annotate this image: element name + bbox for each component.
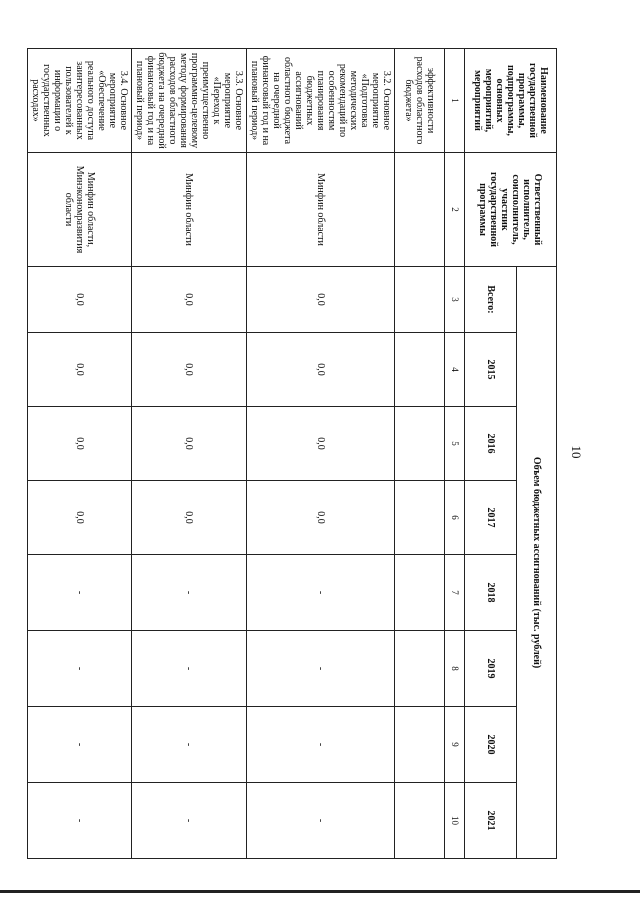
row-value: -: [28, 555, 132, 631]
row-name: эффективности расходов областного бюджета»: [395, 49, 445, 153]
header-year: 2019: [465, 631, 517, 707]
row-value: [395, 407, 445, 481]
row-executor: Минфин области: [247, 153, 395, 267]
row-name: 3.4. Основное мероприятие «Обеспечение реального доступа заинтересованных пользователей к информации о государственных расходах»: [28, 49, 132, 153]
column-number: 6: [445, 481, 465, 555]
header-total: Всего:: [465, 267, 517, 333]
row-value: 0,0: [247, 267, 395, 333]
row-value: 0,0: [132, 407, 247, 481]
row-value: [395, 481, 445, 555]
column-number: 5: [445, 407, 465, 481]
row-value: -: [132, 707, 247, 783]
row-value: -: [132, 555, 247, 631]
row-value: [395, 783, 445, 859]
row-value: 0,0: [28, 481, 132, 555]
row-value: -: [28, 631, 132, 707]
row-value: [395, 555, 445, 631]
row-name: 3.3. Основное мероприятие «Переход к преимущественно программно-целевому методу формирования расходов областного бюджета на очередной финансовый год и на плановый период»: [132, 49, 247, 153]
column-number: 4: [445, 333, 465, 407]
header-executor: Ответственный исполнитель, соисполнитель, участник государственной программы: [465, 153, 557, 267]
page-bottom-rule: [0, 890, 640, 893]
header-year: 2016: [465, 407, 517, 481]
row-value: 0,0: [247, 333, 395, 407]
row-value: -: [247, 631, 395, 707]
row-executor: [395, 153, 445, 267]
column-number: 2: [445, 153, 465, 267]
header-name: Наименование государственной программы, подпрограммы, основных мероприятий, мероприятий: [465, 49, 557, 153]
row-value: 0,0: [247, 481, 395, 555]
header-year: 2017: [465, 481, 517, 555]
row-name: 3.2. Основное мероприятие «Подготовка методических рекомендаций по особенностям планирования бюджетных ассигнований областного бюджета на очередной финансовый год и на плановый период»: [247, 49, 395, 153]
row-value: 0,0: [28, 407, 132, 481]
row-value: -: [28, 783, 132, 859]
rotated-table-wrapper: [30, 48, 557, 858]
column-number: 8: [445, 631, 465, 707]
column-number: 1: [445, 49, 465, 153]
row-value: 0,0: [132, 481, 247, 555]
header-volume: Объем бюджетных ассигнований (тыс. рублей): [517, 267, 557, 859]
row-value: -: [28, 707, 132, 783]
row-value: 0,0: [132, 333, 247, 407]
row-value: 0,0: [132, 267, 247, 333]
column-number: 9: [445, 707, 465, 783]
table-row: [247, 49, 395, 859]
column-number: 7: [445, 555, 465, 631]
row-value: [395, 707, 445, 783]
table-row: [395, 49, 445, 859]
row-value: -: [247, 783, 395, 859]
header-year: 2015: [465, 333, 517, 407]
row-value: -: [247, 707, 395, 783]
row-value: 0,0: [28, 267, 132, 333]
header-year: 2018: [465, 555, 517, 631]
column-number: 3: [445, 267, 465, 333]
row-value: -: [132, 783, 247, 859]
row-value: -: [247, 555, 395, 631]
header-year: 2021: [465, 783, 517, 859]
row-value: [395, 267, 445, 333]
row-value: -: [132, 631, 247, 707]
row-executor: Минфин области: [132, 153, 247, 267]
row-value: [395, 333, 445, 407]
budget-table: [27, 48, 557, 859]
table-row: [28, 49, 132, 859]
header-year: 2020: [465, 707, 517, 783]
row-executor: Минфин области, Минэкономразвития области: [28, 153, 132, 267]
table-row: [132, 49, 247, 859]
column-number: 10: [445, 783, 465, 859]
row-value: 0,0: [247, 407, 395, 481]
page-number: 10: [569, 445, 584, 459]
row-value: [395, 631, 445, 707]
row-value: 0,0: [28, 333, 132, 407]
